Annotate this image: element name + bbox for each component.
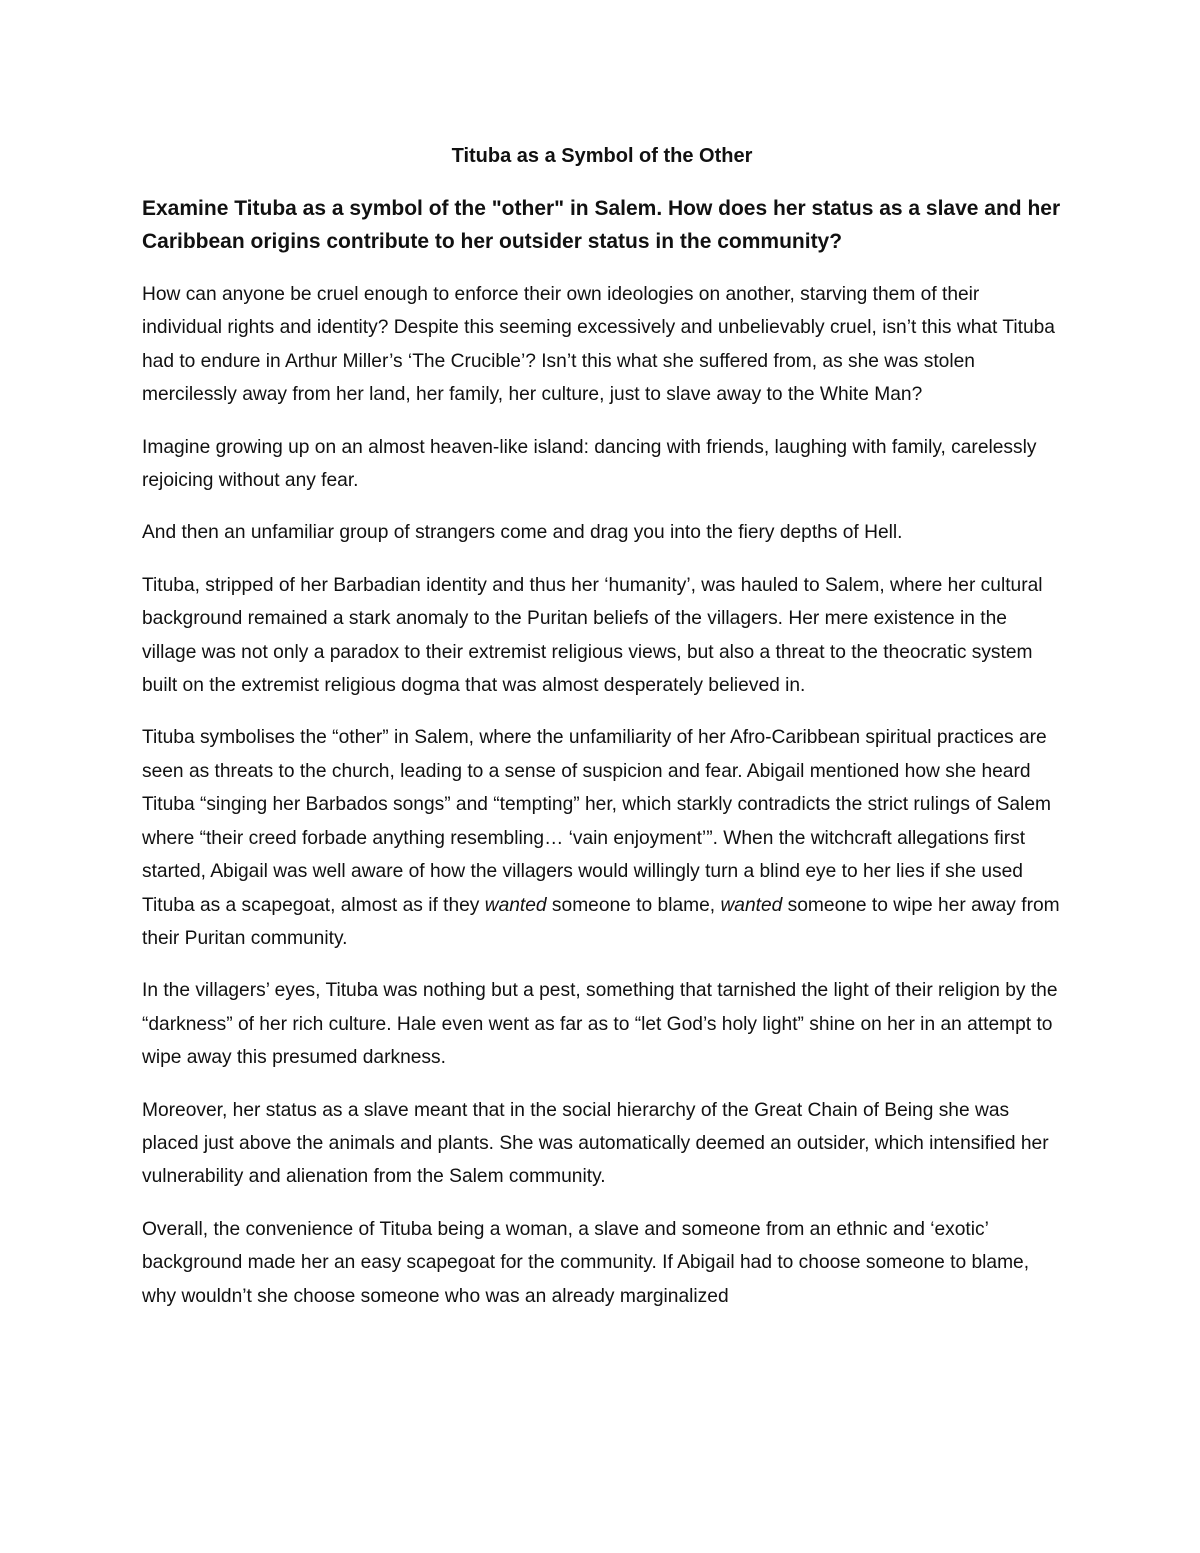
paragraph-8: Overall, the convenience of Tituba being a woman, a slave and someone from an ethnic and ‘exotic’ background made her an easy scapegoat for the community. If Abigail had to choose someone to blame, why wouldn’t she choose someone who was an already marginalized <box>142 1218 1030 1307</box>
paragraph-2: Imagine growing up on an almost heaven-like island: dancing with friends, laughing with family, carelessly rejoicing without any fear. <box>142 436 1037 492</box>
paragraph-7: Moreover, her status as a slave meant that in the social hierarchy of the Great Chain of Being she was placed just above the animals and plants. She was automatically deemed an outsider, which intensified her vulnerability and alienation from the Salem community. <box>142 1099 1049 1188</box>
document-page <box>142 140 1062 1332</box>
paragraph-1: How can anyone be cruel enough to enforce their own ideologies on another, starving them of their individual rights and identity? Despite this seeming excessively and unbelievably cruel, isn’t this what Tituba had to endure in Arthur Miller’s ‘The Crucible’? Isn’t this what she suffered from, as she was stolen mercilessly away from her land, her family, her culture, just to slave away to the White Man? <box>142 284 1055 406</box>
document-title: Tituba as a Symbol of the Other <box>451 145 753 167</box>
emphasis-wanted-2: wanted <box>720 894 783 916</box>
paragraph-6: In the villagers’ eyes, Tituba was nothing but a pest, something that tarnished the light of their religion by the “darkness” of her rich culture. Hale even went as far as to “let God’s holy light” shine on her in an attempt to wipe away this presumed darkness. <box>142 980 1058 1069</box>
emphasis-wanted-1: wanted <box>484 894 547 916</box>
paragraph-3: And then an unfamiliar group of strangers come and drag you into the fiery depths of Hell. <box>142 522 903 544</box>
paragraph-5-text-1: Tituba symbolises the “other” in Salem, where the unfamiliarity of her Afro-Caribbean spiritual practices are seen as threats to the church, leading to a sense of suspicion and fear. Abigail mentioned how she heard Tituba “singing her Barbados songs” and “tempting” her, which starkly contradicts the strict rulings of Salem where “their creed forbade anything resembling… ‘vain enjoyment’”. When the witchcraft allegations first started, Abigail was well aware of how the villagers would willingly turn a blind eye to her lies if she used Tituba as a scapegoat, almost as if they <box>142 727 1051 916</box>
paragraph-4: Tituba, stripped of her Barbadian identity and thus her ‘humanity’, was hauled to Salem, where her cultural background remained a stark anomaly to the Puritan beliefs of the villagers. Her mere existence in the village was not only a paradox to their extremist religious views, but also a threat to the theocratic system built on the extremist religious dogma that was almost desperately believed in. <box>142 574 1043 697</box>
paragraph-5-text-2: someone to blame, <box>546 894 721 916</box>
paragraph-5 <box>142 721 1062 955</box>
paragraph-5-text-3: someone to wipe her away from their Puritan community. <box>142 894 1060 949</box>
essay-prompt: Examine Tituba as a symbol of the "other" in Salem. How does her status as a slave and her Caribbean origins contribute to her outsider status in the community? <box>142 197 1061 253</box>
